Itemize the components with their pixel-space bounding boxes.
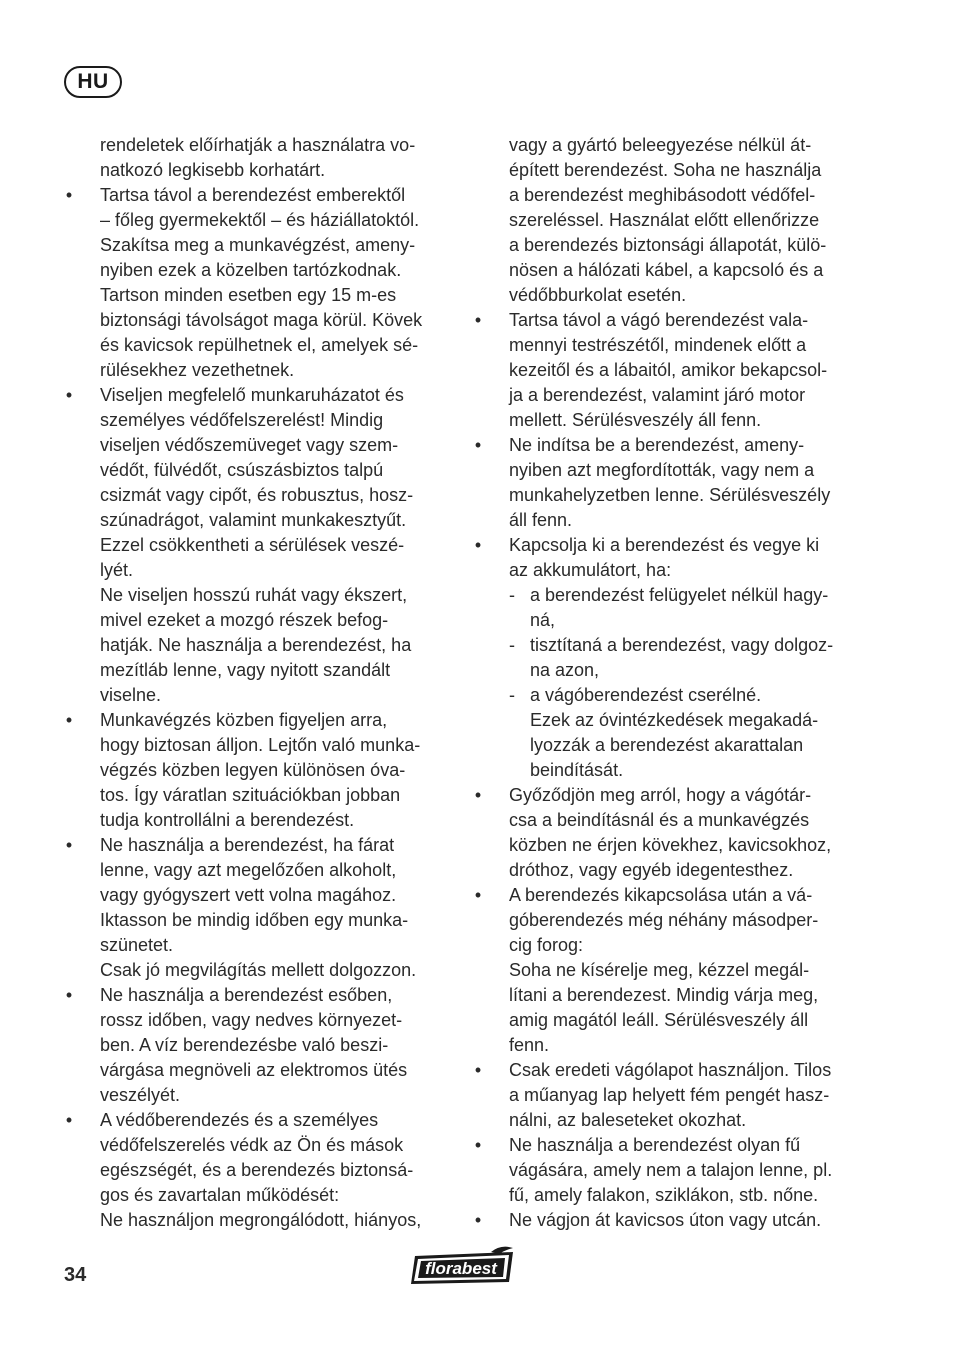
text-line [473, 1183, 861, 1208]
line-text: rendeletek előírhatják a használatra vo- [100, 135, 416, 155]
florabest-logo [405, 1246, 519, 1288]
line-text: védőbburkolat esetén. [509, 285, 687, 305]
text-line [473, 633, 861, 658]
text-line [473, 833, 861, 858]
line-text: beindítását. [530, 760, 624, 780]
line-text: góberendezés még néhány másodper- [509, 910, 819, 930]
text-line [473, 608, 861, 633]
text-line [64, 958, 448, 983]
line-text: tisztítaná a berendezést, vagy dolgoz- [530, 635, 834, 655]
line-text: Ne használja a berendezést, ha fárat [100, 835, 395, 855]
text-line [473, 408, 861, 433]
line-text: Csak eredeti vágólapot használjon. Tilos [509, 1060, 832, 1080]
dash-marker: - [509, 685, 515, 705]
line-text: ja a berendezést, valamint járó motor [509, 385, 806, 405]
line-text: védőt, fülvédőt, csúszásbiztos talpú [100, 460, 384, 480]
text-line [64, 183, 448, 208]
text-line [64, 1158, 448, 1183]
text-line [473, 583, 861, 608]
text-line [64, 558, 448, 583]
line-text: lítani a berendezest. Mindig várja meg, [509, 985, 819, 1005]
text-line [473, 283, 861, 308]
line-text: nyiben azt megfordították, vagy nem a [509, 460, 815, 480]
text-line [473, 208, 861, 233]
right-text-column [473, 133, 861, 1233]
text-line [473, 308, 861, 333]
line-text: tos. Így váratlan szituációkban jobban [100, 785, 401, 805]
text-line [473, 958, 861, 983]
text-line [64, 883, 448, 908]
line-text: csizmát vagy cipőt, és robusztus, hosz- [100, 485, 414, 505]
text-line [473, 383, 861, 408]
line-text: az akkumulátort, ha: [509, 560, 672, 580]
text-line [64, 1183, 448, 1208]
text-line [473, 1008, 861, 1033]
bullet-marker: • [65, 985, 73, 1005]
text-line [473, 808, 861, 833]
line-text: lenne, vagy azt megelőzően alkoholt, [100, 860, 397, 880]
text-line [64, 758, 448, 783]
line-text: a berendezés biztonsági állapotát, külö- [509, 235, 827, 255]
line-text: Tartsa távol a berendezést emberektől [100, 185, 406, 205]
line-text: vágására, amely nem a talajon lenne, pl. [509, 1160, 833, 1180]
bullet-marker: • [474, 1060, 482, 1080]
line-text: nyiben ezek a közelben tartózkodnak. [100, 260, 402, 280]
logo-wordmark: florabest [425, 1259, 497, 1278]
bullet-marker: • [474, 535, 482, 555]
text-line [64, 1083, 448, 1108]
line-text: a műanyag lap helyett fém pengét hasz- [509, 1085, 830, 1105]
line-text: tudja kontrollálni a berendezést. [100, 810, 355, 830]
text-line [64, 383, 448, 408]
text-line [64, 408, 448, 433]
text-line [473, 558, 861, 583]
text-line [64, 208, 448, 233]
bullet-marker: • [474, 1135, 482, 1155]
bullet-marker: • [474, 1210, 482, 1230]
text-line [64, 483, 448, 508]
text-line [64, 1008, 448, 1033]
line-text: hatják. Ne használja a berendezést, ha [100, 635, 412, 655]
line-text: épített berendezést. Soha ne használja [509, 160, 822, 180]
bullet-marker: • [65, 835, 73, 855]
page-number: 34 [64, 1264, 87, 1286]
line-text: Ne használjon megrongálódott, hiányos, [100, 1210, 422, 1230]
text-line [473, 508, 861, 533]
text-line [473, 708, 861, 733]
bullet-marker: • [474, 435, 482, 455]
text-line [64, 433, 448, 458]
line-text: rossz időben, vagy nedves környezet- [100, 1010, 403, 1030]
text-line [64, 983, 448, 1008]
line-text: szünetet. [100, 935, 174, 955]
line-text: egészségét, és a berendezés biztonsá- [100, 1160, 414, 1180]
bullet-marker: • [65, 385, 73, 405]
line-text: natkozó legkisebb korhatárt. [100, 160, 326, 180]
text-line [473, 733, 861, 758]
line-text: gos és zavartalan működését: [100, 1185, 340, 1205]
line-text: A berendezés kikapcsolása után a vá- [509, 885, 813, 905]
text-line [473, 1208, 861, 1233]
text-line [473, 683, 861, 708]
text-line [64, 708, 448, 733]
line-text: vagy a gyártó beleegyezése nélkül át- [509, 135, 812, 155]
text-line [64, 1033, 448, 1058]
text-line [64, 283, 448, 308]
text-line [473, 483, 861, 508]
line-text: nálni, az baleseteket okozhat. [509, 1110, 747, 1130]
line-text: nösen a hálózati kábel, a kapcsoló és a [509, 260, 824, 280]
text-line [64, 308, 448, 333]
line-text: végzés közben legyen különösen óva- [100, 760, 406, 780]
text-line [64, 233, 448, 258]
text-line [64, 808, 448, 833]
text-line [64, 533, 448, 558]
dash-marker: - [509, 635, 515, 655]
line-text: hogy biztosan álljon. Lejtőn való munka- [100, 735, 421, 755]
text-line [64, 1208, 448, 1233]
text-line [473, 233, 861, 258]
text-line [473, 1108, 861, 1133]
text-line [473, 1158, 861, 1183]
line-text: – főleg gyermekektől – és háziállatoktól. [100, 210, 420, 230]
text-line [64, 133, 448, 158]
text-line [64, 833, 448, 858]
text-line [64, 358, 448, 383]
line-text: Győződjön meg arról, hogy a vágótár- [509, 785, 812, 805]
text-line [473, 983, 861, 1008]
text-line [64, 258, 448, 283]
line-text: Soha ne kísérelje meg, kézzel megál- [509, 960, 810, 980]
line-text: mivel ezeket a mozgó részek befog- [100, 610, 389, 630]
line-text: Ne viseljen hosszú ruhát vagy ékszert, [100, 585, 408, 605]
text-line [64, 908, 448, 933]
text-line [64, 1058, 448, 1083]
line-text: fű, amely falakon, sziklákon, stb. nőne. [509, 1185, 819, 1205]
line-text: Ne használja a berendezést esőben, [100, 985, 393, 1005]
line-text: mennyi testrészétől, mindenek előtt a [509, 335, 807, 355]
text-line [64, 733, 448, 758]
line-text: Munkavégzés közben figyeljen arra, [100, 710, 388, 730]
line-text: Ne vágjon át kavicsos úton vagy utcán. [509, 1210, 822, 1230]
text-line [64, 858, 448, 883]
text-line [473, 1033, 861, 1058]
line-text: vagy gyógyszert vett volna magához. [100, 885, 397, 905]
text-line [473, 433, 861, 458]
language-badge: HU [64, 66, 122, 98]
text-line [64, 608, 448, 633]
line-text: szúnadrágot, valamint munkakesztyűt. [100, 510, 407, 530]
bullet-marker: • [65, 185, 73, 205]
text-line [64, 633, 448, 658]
text-line [473, 758, 861, 783]
text-line [473, 858, 861, 883]
line-text: rülésekhez vezethetnek. [100, 360, 295, 380]
text-line [473, 258, 861, 283]
text-line [473, 158, 861, 183]
line-text: mezítláb lenne, vagy nyitott szandált [100, 660, 391, 680]
line-text: kezeitől és a lábaitól, amikor bekapcsol- [509, 360, 828, 380]
bullet-marker: • [474, 310, 482, 330]
line-text: Ne indítsa be a berendezést, ameny- [509, 435, 805, 455]
line-text: fenn. [509, 1035, 550, 1055]
line-text: lyozzák a berendezést akarattalan [530, 735, 804, 755]
text-line [473, 183, 861, 208]
line-text: várgása megnöveli az elektromos ütés [100, 1060, 408, 1080]
bullet-marker: • [65, 1110, 73, 1130]
line-text: cig forog: [509, 935, 584, 955]
line-text: csa a beindításnál és a munkavégzés [509, 810, 810, 830]
text-line [473, 658, 861, 683]
line-text: Szakítsa meg a munkavégzést, ameny- [100, 235, 416, 255]
line-text: ná, [530, 610, 556, 630]
line-text: viselne. [100, 685, 162, 705]
text-line [64, 783, 448, 808]
line-text: személyes védőfelszerelést! Mindig [100, 410, 384, 430]
bullet-marker: • [65, 710, 73, 730]
text-line [64, 683, 448, 708]
line-text: a vágóberendezést cserélné. [530, 685, 762, 705]
text-line [473, 358, 861, 383]
line-text: közben ne érjen kövekhez, kavicsokhoz, [509, 835, 832, 855]
line-text: és kavicsok repülhetnek el, amelyek sé- [100, 335, 419, 355]
line-text: viseljen védőszemüveget vagy szem- [100, 435, 399, 455]
text-line [64, 583, 448, 608]
text-line [473, 1058, 861, 1083]
text-line [473, 1083, 861, 1108]
text-line [64, 458, 448, 483]
line-text: áll fenn. [509, 510, 573, 530]
line-text: veszélyét. [100, 1085, 181, 1105]
dash-marker: - [509, 585, 515, 605]
line-text: Tartsa távol a vágó berendezést vala- [509, 310, 809, 330]
line-text: Tartson minden esetben egy 15 m-es [100, 285, 397, 305]
line-text: a berendezést felügyelet nélkül hagy- [530, 585, 829, 605]
line-text: dróthoz, vagy egyéb idegentesthez. [509, 860, 794, 880]
text-line [473, 458, 861, 483]
line-text: na azon, [530, 660, 600, 680]
line-text: Viseljen megfelelő munkaruházatot és [100, 385, 404, 405]
line-text: Csak jó megvilágítás mellett dolgozzon. [100, 960, 417, 980]
text-line [64, 508, 448, 533]
line-text: ben. A víz berendezésbe való beszi- [100, 1035, 389, 1055]
line-text: a berendezést meghibásodott védőfel- [509, 185, 816, 205]
line-text: szereléssel. Használat előtt ellenőrizze [509, 210, 820, 230]
line-text: Ezzel csökkentheti a sérülések veszé- [100, 535, 405, 555]
line-text: Ezek az óvintézkedések megakadá- [530, 710, 819, 730]
line-text: Iktasson be mindig időben egy munka- [100, 910, 409, 930]
bullet-marker: • [474, 885, 482, 905]
text-line [473, 883, 861, 908]
text-line [64, 333, 448, 358]
line-text: Ne használja a berendezést olyan fű [509, 1135, 801, 1155]
text-line [64, 933, 448, 958]
text-line [64, 1108, 448, 1133]
text-line [473, 1133, 861, 1158]
text-line [473, 933, 861, 958]
line-text: védőfelszerelés védk az Ön és mások [100, 1135, 404, 1155]
text-line [64, 658, 448, 683]
text-line [473, 333, 861, 358]
text-line [473, 908, 861, 933]
line-text: munkahelyzetben lenne. Sérülésveszély [509, 485, 831, 505]
left-text-column [64, 133, 448, 1233]
text-line [473, 133, 861, 158]
text-line [64, 1133, 448, 1158]
line-text: mellett. Sérülésveszély áll fenn. [509, 410, 762, 430]
line-text: lyét. [100, 560, 134, 580]
text-line [473, 533, 861, 558]
line-text: A védőberendezés és a személyes [100, 1110, 379, 1130]
line-text: amig magától leáll. Sérülésveszély áll [509, 1010, 809, 1030]
text-line [473, 783, 861, 808]
bullet-marker: • [474, 785, 482, 805]
line-text: Kapcsolja ki a berendezést és vegye ki [509, 535, 820, 555]
text-line [64, 158, 448, 183]
line-text: biztonsági távolságot maga körül. Kövek [100, 310, 423, 330]
